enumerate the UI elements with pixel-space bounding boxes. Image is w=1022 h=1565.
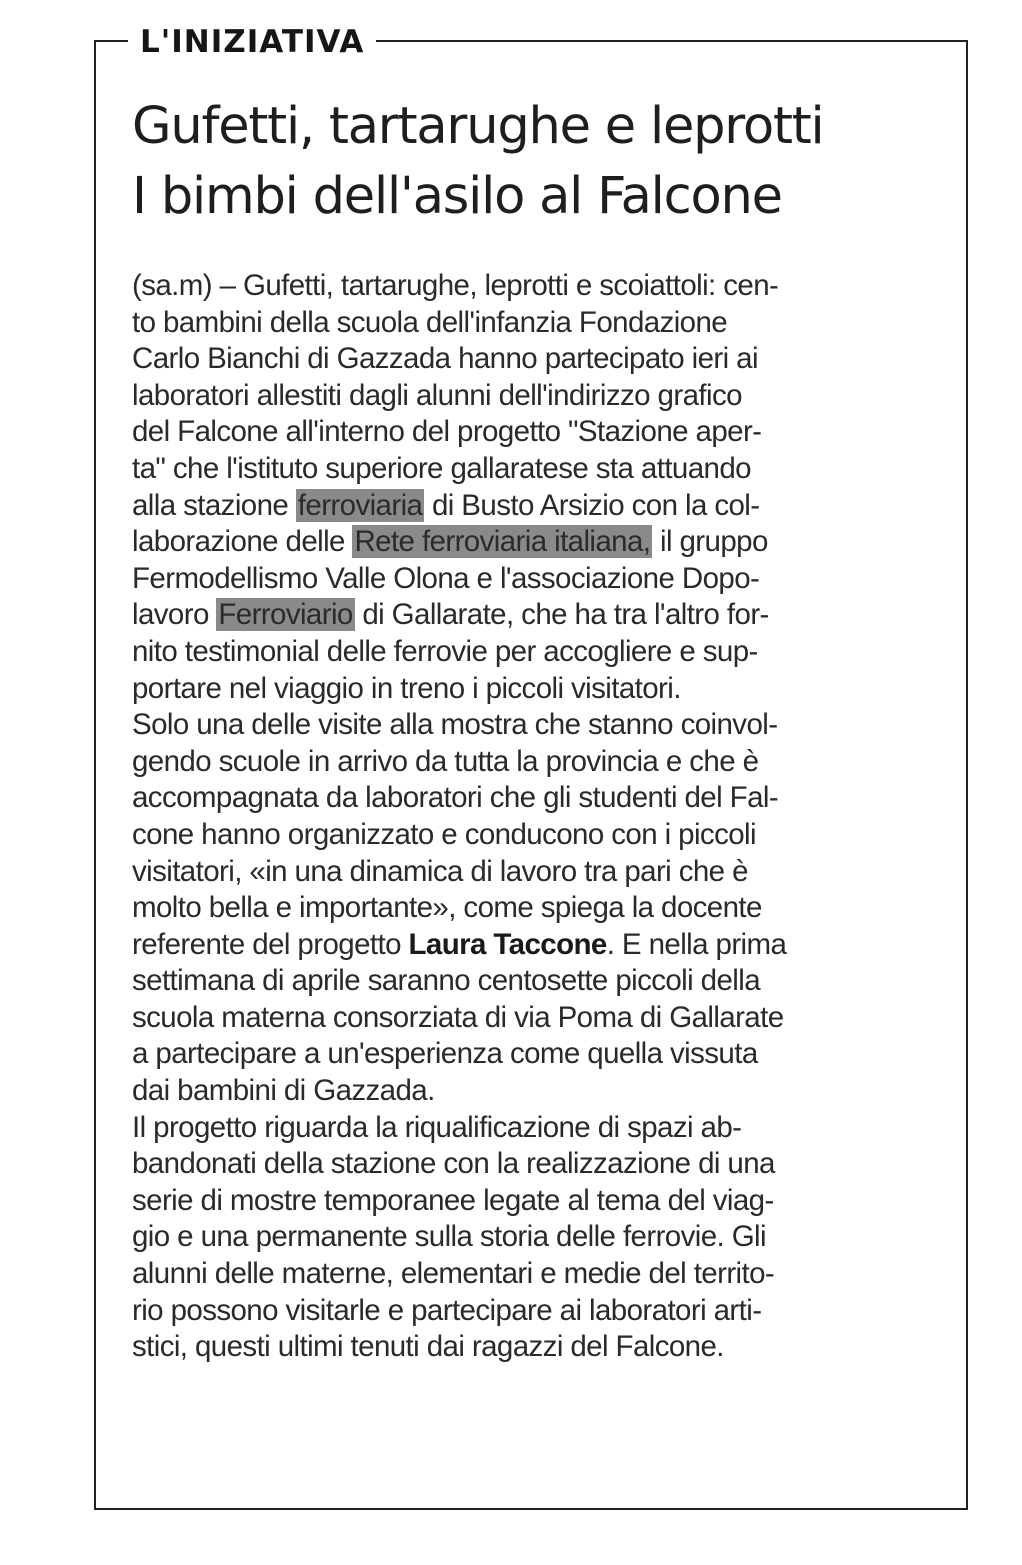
body-line: del Falcone all'interno del progetto "Stazione aper- [132, 415, 762, 449]
body-text: referente del progetto [132, 927, 409, 961]
section-kicker: L'INIZIATIVA [128, 22, 376, 62]
headline-line-1: Gufetti, tartarughe e leprotti [132, 97, 824, 156]
body-line: portare nel viaggio in treno i piccoli visitatori. [132, 671, 681, 705]
body-text: di Gallarate, che ha tra l'altro for- [354, 598, 769, 632]
body-line: (sa.m) – Gufetti, tartarughe, leprotti e scoiattoli: cen- [132, 269, 779, 302]
body-line: accompagnata da laboratori che gli studenti del Fal- [132, 781, 779, 815]
body-text: il gruppo [652, 525, 768, 559]
body-line: rio possono visitarle e partecipare ai laboratori arti- [132, 1293, 762, 1327]
body-text: laborazione delle [132, 525, 353, 559]
body-line [132, 927, 932, 964]
body-line: a partecipare a un'esperienza come quella vissuta [132, 1037, 758, 1071]
body-line: nito testimonial delle ferrovie per accogliere e sup- [132, 634, 758, 668]
body-line: scuola materna consorziata di via Poma di Gallarate [132, 1000, 784, 1034]
body-text: . E nella prima [606, 927, 787, 961]
body-line: settimana di aprile saranno centosette piccoli della [132, 964, 761, 998]
highlighted-term: ferroviaria [297, 488, 423, 522]
body-text: di Busto Arsizio con la col- [424, 488, 760, 522]
body-line: alunni delle materne, elementari e medie del territo- [132, 1257, 775, 1291]
body-line: gendo scuole in arrivo da tutta la provincia e che è [132, 744, 759, 778]
body-line: Solo una delle visite alla mostra che stanno coinvol- [132, 708, 778, 742]
highlighted-term: Ferroviario [218, 598, 353, 632]
body-line: Il progetto riguarda la riqualificazione di spazi ab- [132, 1110, 742, 1144]
body-line: to bambini della scuola dell'infanzia Fondazione [132, 305, 728, 339]
body-line: bandonati della stazione con la realizzazione di una [132, 1147, 775, 1181]
body-line: Fermodellismo Valle Olona e l'associazione Dopo- [132, 561, 760, 595]
body-line: gio e una permanente sulla storia delle ferrovie. Gli [132, 1220, 766, 1254]
body-line [132, 488, 932, 525]
body-line [132, 597, 932, 634]
body-text: alla stazione [132, 488, 296, 522]
body-line: cone hanno organizzato e conducono con i piccoli [132, 817, 756, 851]
body-line: dai bambini di Gazzada. [132, 1074, 435, 1108]
article-body [132, 268, 932, 1366]
body-line: laboratori allestiti dagli alunni dell'indirizzo grafico [132, 378, 742, 412]
article-headline [132, 92, 932, 232]
body-line: stici, questi ultimi tenuti dai ragazzi del Falcone. [132, 1330, 724, 1364]
body-line: serie di mostre temporanee legate al tema del viag- [132, 1183, 774, 1217]
body-text: lavoro [132, 598, 217, 632]
body-line [132, 524, 932, 561]
body-line: Carlo Bianchi di Gazzada hanno partecipato ieri ai [132, 342, 758, 376]
body-line: ta" che l'istituto superiore gallaratese sta attuando [132, 451, 751, 485]
author-name: Laura Taccone [408, 927, 607, 961]
body-line: molto bella e importante», come spiega la docente [132, 891, 762, 925]
body-line: visitatori, «in una dinamica di lavoro tra pari che è [132, 854, 748, 888]
highlighted-term: Rete ferroviaria italiana, [354, 525, 651, 559]
headline-line-2: I bimbi dell'asilo al Falcone [132, 167, 782, 226]
